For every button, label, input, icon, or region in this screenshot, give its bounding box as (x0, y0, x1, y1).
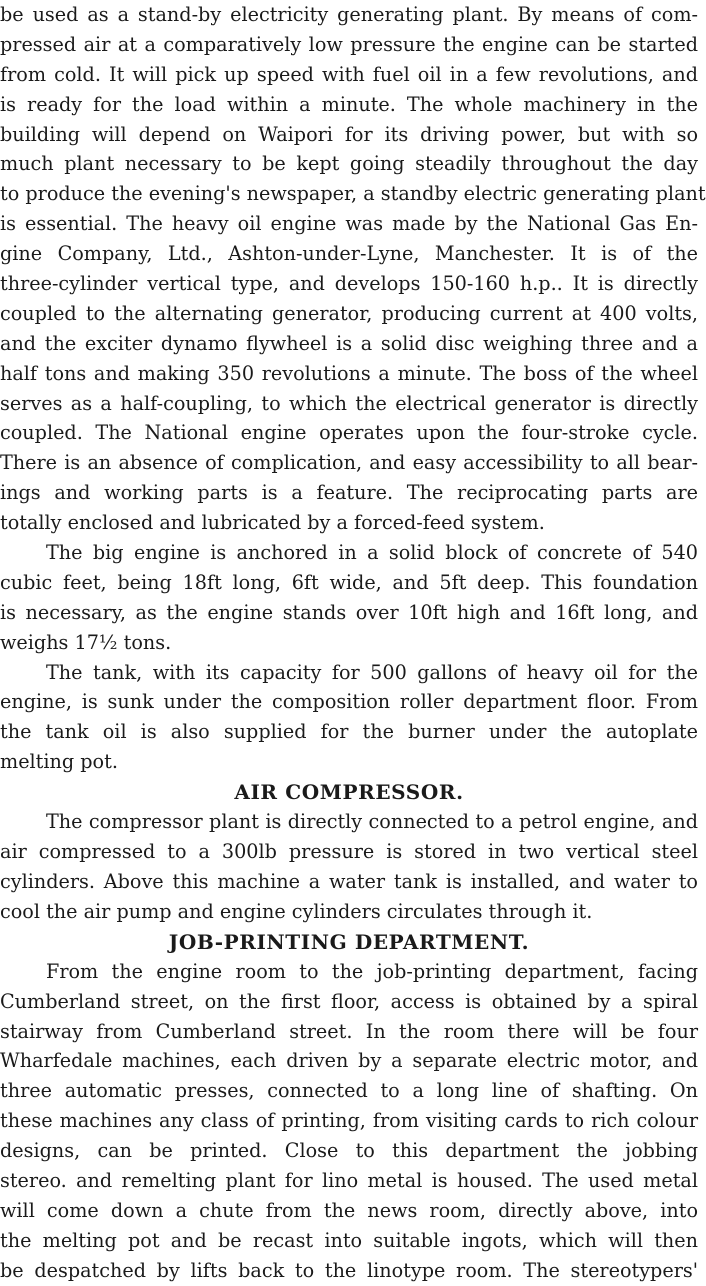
text-line: air compressed to a 300lb pressure is stored in two vertical steel (0, 840, 698, 864)
paragraph-engine-foundation (0, 538, 698, 658)
text-line: much plant necessary to be kept going steadily throughout the day (0, 152, 698, 176)
paragraph-oil-tank (0, 658, 698, 778)
text-line: will come down a chute from the news room, directly above, into (0, 1198, 698, 1222)
text-line: Wharfedale machines, each driven by a separate electric motor, and (0, 1049, 698, 1073)
text-line: The tank, with its capacity for 500 gallons of heavy oil for the (46, 660, 698, 684)
text-line: weighs 17½ tons. (0, 630, 172, 654)
text-line: be used as a stand-by electricity generating plant. By means of com- (0, 3, 698, 26)
text-line: engine, is sunk under the composition roller department floor. From (0, 690, 698, 714)
section-heading-air-compressor: AIR COMPRESSOR. (234, 780, 464, 805)
text-line: ings and working parts is a feature. The reciprocating parts are (0, 481, 698, 505)
text-line: From the engine room to the job-printing department, facing (46, 959, 698, 983)
text-line: from cold. It will pick up speed with fuel oil in a few revolutions, and (0, 62, 698, 86)
paragraph-standby-plant (0, 0, 706, 538)
text-line: serves as a half-coupling, to which the electrical generator is directly (0, 391, 698, 415)
text-line: coupled to the alternating generator, producing current at 400 volts, (0, 301, 698, 325)
text-line: The compressor plant is directly connected to a petrol engine, and (46, 810, 698, 834)
text-line: be despatched by lifts back to the linotype room. The stereotypers' (0, 1258, 698, 1282)
text-line: cylinders. Above this machine a water tank is installed, and water to (0, 869, 698, 893)
text-line: building will depend on Waipori for its driving power, but with so (0, 122, 698, 146)
text-line: cool the air pump and engine cylinders circulates through it. (0, 899, 593, 923)
text-line: gine Company, Ltd., Ashton-under-Lyne, Manchester. It is of the (0, 242, 698, 266)
text-line: is essential. The heavy oil engine was made by the National Gas En- (0, 212, 698, 236)
paragraph-job-printing (0, 957, 698, 1286)
text-line: half tons and making 350 revolutions a minute. The boss of the wheel (0, 361, 698, 385)
text-line: designs, can be printed. Close to this department the jobbing (0, 1139, 698, 1163)
text-line: is ready for the load within a minute. The whole machinery in the (0, 92, 698, 116)
text-line: Cumberland street, on the first floor, access is obtained by a spiral (0, 989, 698, 1013)
text-line: the tank oil is also supplied for the burner under the autoplate (0, 720, 698, 744)
text-line: and the exciter dynamo flywheel is a solid disc weighing three and a (0, 331, 698, 355)
text-line: cubic feet, being 18ft long, 6ft wide, and 5ft deep. This foundation (0, 570, 698, 594)
text-line: stereo. and remelting plant for lino metal is housed. The used metal (0, 1168, 698, 1192)
text-line: melting pot. (0, 750, 118, 774)
text-line: coupled. The National engine operates upon the four-stroke cycle. (0, 421, 698, 445)
text-line: the melting pot and be recast into suitable ingots, which will then (0, 1228, 698, 1252)
text-line: three-cylinder vertical type, and develops 150-160 h.p.. It is directly (0, 272, 698, 296)
text-line: these machines any class of printing, from visiting cards to rich colour (0, 1109, 698, 1133)
text-line: to produce the evening's newspaper, a standby electric generating plant (0, 182, 706, 206)
text-line: is necessary, as the engine stands over 10ft high and 16ft long, and (0, 600, 698, 624)
text-line: There is an absence of complication, and easy accessibility to all bear- (0, 451, 698, 475)
text-line: pressed air at a comparatively low pressure the engine can be started (0, 32, 698, 56)
text-line: three automatic presses, connected to a long line of shafting. On (0, 1079, 698, 1103)
section-heading-job-printing: JOB-PRINTING DEPARTMENT. (168, 929, 530, 954)
text-line: The big engine is anchored in a solid block of concrete of 540 (46, 541, 698, 565)
text-line: totally enclosed and lubricated by a forced-feed system. (0, 511, 545, 535)
paragraph-compressor-plant (0, 807, 698, 927)
text-line: stairway from Cumberland street. In the room there will be four (0, 1019, 698, 1043)
